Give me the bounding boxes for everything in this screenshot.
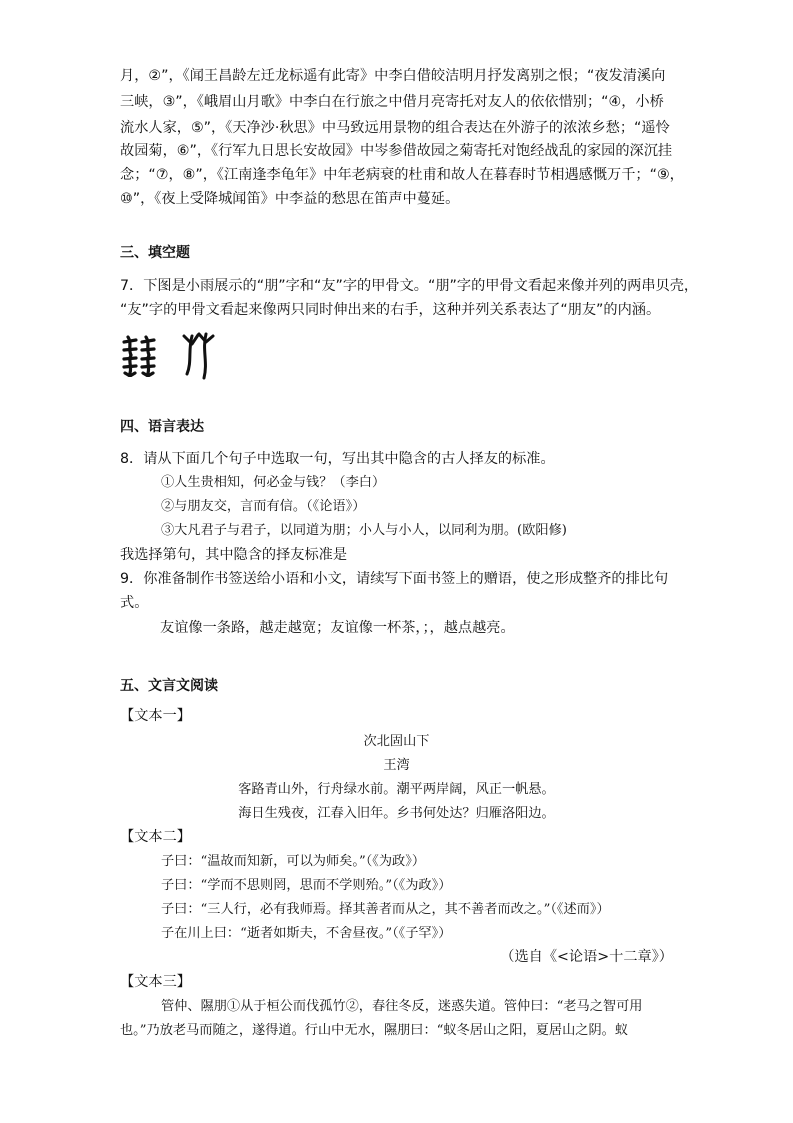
oracle-bone-you-image — [182, 330, 216, 380]
section-heading: 五、文言文阅读 — [120, 678, 218, 694]
question-8-answer: 我选择第句，其中隐含的择友标准是 — [120, 547, 348, 563]
question-9-line: 式。 — [120, 595, 149, 611]
poem-line: 客路青山外，行舟绿水前。潮平两岸阔，风正一帆悬。 — [238, 782, 555, 797]
paragraph-line: 流水人家，⑤”，《天净沙·秋思》中马致远用景物的组合表达在外游子的浓浓乡愁；“遥怜 — [120, 120, 670, 136]
paragraph-line: 月，②”，《闻王昌龄左迁龙标遥有此寄》中李白借皎洁明月抒发离别之恨；“夜发清溪向 — [120, 68, 666, 84]
question-7-line: “友”字的甲骨文看起来像两只同时伸出来的右手，这种并列关系表达了“朋友”的内涵。 — [120, 302, 661, 318]
paragraph-line: ⑩”，《夜上受降城闻笛》中李益的愁思在笛声中蔓延。 — [120, 191, 460, 207]
paragraph-line: 故园菊，⑥”，《行军九日思长安故园》中岑参借故园之菊寄托对饱经战乱的家园的深沉挂 — [120, 143, 673, 159]
text-1-label: 【文本一】 — [120, 708, 191, 724]
poem-title: 次北固山下 — [363, 734, 430, 749]
text-3-line: 管仲、隰朋①从于桓公而伐孤竹②，春往冬反，迷惑失道。管仲曰：“老马之智可用 — [161, 999, 643, 1014]
poem-line: 海日生残夜，江春入旧年。乡书何处达？归雁洛阳边。 — [238, 806, 555, 821]
analects-line: 子曰：“温故而知新，可以为师矣。”（《为政》） — [161, 854, 426, 869]
oracle-bone-peng-image — [122, 333, 164, 377]
paragraph-line: 三峡，③”，《峨眉山月歌》中李白在行旅之中借月亮寄托对友人的依依惜别；“④，小桥 — [120, 94, 664, 110]
question-9-line: 9．你准备制作书签送给小语和小文，请续写下面书签上的赠语，使之形成整齐的排比句 — [120, 571, 669, 587]
question-8-prompt: 8．请从下面几个句子中选取一句，写出其中隐含的古人择友的标准。 — [120, 451, 555, 467]
text-3-label: 【文本三】 — [120, 974, 191, 990]
paragraph-line: 念；“⑦，⑧”，《江南逢李龟年》中年老病衰的杜甫和故人在暮春时节相遇感慨万千；“⑨， — [120, 167, 684, 183]
question-8-option: ②与朋友交，言而有信。（《论语》） — [161, 499, 366, 514]
question-8-option: ①人生贵相知，何必金与钱？（李白） — [161, 475, 386, 490]
text-2-label: 【文本二】 — [120, 829, 191, 845]
section-heading: 三、填空题 — [120, 245, 190, 261]
analects-line: 子曰：“学而不思则罔，思而不学则殆。”（《为政》） — [161, 878, 452, 893]
question-9-bookmark: 友谊像一条路，越走越宽；友谊像一杯茶，；，越点越亮。 — [160, 620, 515, 636]
question-8-option: ③大凡君子与君子，以同道为朋；小人与小人，以同利为朋。(欧阳修) — [161, 523, 567, 538]
question-7-line: 7．下图是小雨展示的“朋”字和“友”字的甲骨文。“朋”字的甲骨文看起来像并列的两串贝壳， — [120, 278, 699, 294]
text-2-source: （选自《<论语>十二章》） — [500, 949, 673, 965]
analects-line: 子在川上曰：“逝者如斯夫，不舍昼夜。”（《子罕》） — [161, 926, 452, 941]
text-3-line: 也。”乃放老马而随之，遂得道。行山中无水，隰朋曰：“蚁冬居山之阳，夏居山之阴。蚁 — [120, 1023, 629, 1038]
poem-author: 王湾 — [383, 758, 410, 773]
analects-line: 子曰：“三人行，必有我师焉。择其善者而从之，其不善者而改之。”（《述而》） — [161, 902, 610, 917]
section-heading: 四、语言表达 — [120, 419, 204, 435]
